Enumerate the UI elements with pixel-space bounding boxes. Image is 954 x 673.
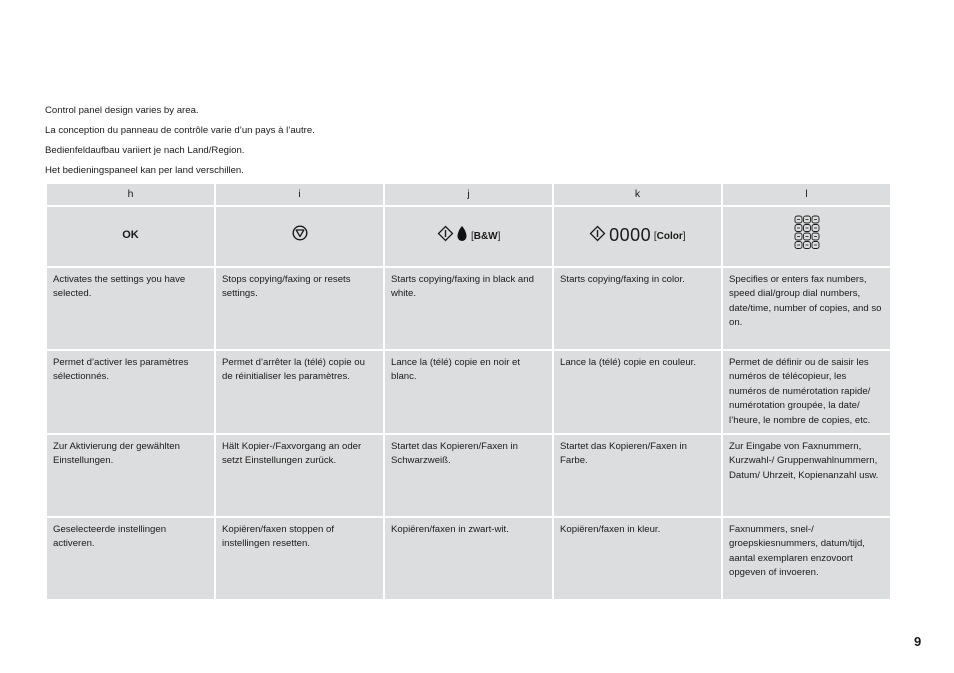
table-cell: Lance la (télé) copie en noir et blanc. [384, 350, 553, 434]
table-cell: Kopiëren/faxen in zwart-wit. [384, 517, 553, 600]
table-cell: Zur Aktivierung der gewählten Einstellungen. [46, 434, 215, 517]
table-cell: Startet das Kopieren/Faxen in Schwarzweiß. [384, 434, 553, 517]
table-cell: Startet das Kopieren/Faxen in Farbe. [553, 434, 722, 517]
intro-line-de: Bedienfeldaufbau variiert je nach Land/Region. [45, 145, 245, 156]
start-color-cell [553, 206, 722, 267]
bw-tag: [B&W] [470, 230, 501, 242]
header-h: h [46, 183, 215, 206]
table-header-row [46, 183, 891, 206]
stop-icon [292, 225, 308, 247]
intro-notes [45, 101, 890, 181]
table-cell: Kopiëren/faxen in kleur. [553, 517, 722, 600]
control-panel-table [45, 182, 892, 601]
page-number: 9 [914, 634, 922, 649]
color-tag: [Color] [653, 230, 686, 242]
header-l: l [722, 183, 891, 206]
table-cell: Starts copying/faxing in black and white. [384, 267, 553, 350]
header-j: j [384, 183, 553, 206]
table-cell: Hält Kopier-/Faxvorgang an oder setzt Einstellungen zurück. [215, 434, 384, 517]
stop-button-cell [215, 206, 384, 267]
keypad-cell [722, 206, 891, 267]
header-k: k [553, 183, 722, 206]
table-row-en [46, 267, 891, 350]
intro-line-fr: La conception du panneau de contrôle varie d’un pays à l’autre. [45, 125, 315, 136]
numeric-keypad-icon [794, 215, 820, 257]
start-diamond-icon [589, 225, 606, 248]
table-cell: Zur Eingabe von Faxnummern, Kurzwahl-/ Gruppenwahlnummern, Datum/ Uhrzeit, Kopienanzahl usw. [722, 434, 891, 517]
header-i: i [215, 183, 384, 206]
table-cell: Specifies or enters fax numbers, speed dial/group dial numbers, date/time, number of copies, and so on. [722, 267, 891, 350]
table-cell: Kopiëren/faxen stoppen of instellingen resetten. [215, 517, 384, 600]
table-cell: Starts copying/faxing in color. [553, 267, 722, 350]
bw-label: B&W [473, 230, 498, 242]
table-row-de [46, 434, 891, 517]
table-icon-row [46, 206, 891, 267]
table-row-fr [46, 350, 891, 434]
table-cell: Geselecteerde instellingen activeren. [46, 517, 215, 600]
table-cell: Permet de définir ou de saisir les numéros de télécopieur, les numéros de numérotation rapide/ numérotation groupée, la date/ l’heure, le nombre de copies, etc. [722, 350, 891, 434]
table-cell: Permet d’arrêter la (télé) copie ou de réinitialiser les paramètres. [215, 350, 384, 434]
start-diamond-icon [437, 225, 454, 248]
intro-line-nl: Het bedieningspaneel kan per land verschillen. [45, 165, 244, 176]
table-cell: Faxnummers, snel-/ groepskiesnummers, datum/tijd, aantal exemplaren enzovoort opgeven of invoeren. [722, 517, 891, 600]
intro-line-en: Control panel design varies by area. [45, 105, 199, 116]
color-drops-icon: 0000 [609, 224, 652, 245]
table-cell: Stops copying/faxing or resets settings. [215, 267, 384, 350]
ok-button-cell [46, 206, 215, 267]
start-bw-cell [384, 206, 553, 267]
black-drop-icon [456, 225, 468, 248]
table-cell: Activates the settings you have selected. [46, 267, 215, 350]
ok-label: OK [122, 229, 139, 242]
table-row-nl [46, 517, 891, 600]
color-label: Color [656, 230, 683, 242]
table-cell: Permet d’activer les paramètres sélectionnés. [46, 350, 215, 434]
table-cell: Lance la (télé) copie en couleur. [553, 350, 722, 434]
